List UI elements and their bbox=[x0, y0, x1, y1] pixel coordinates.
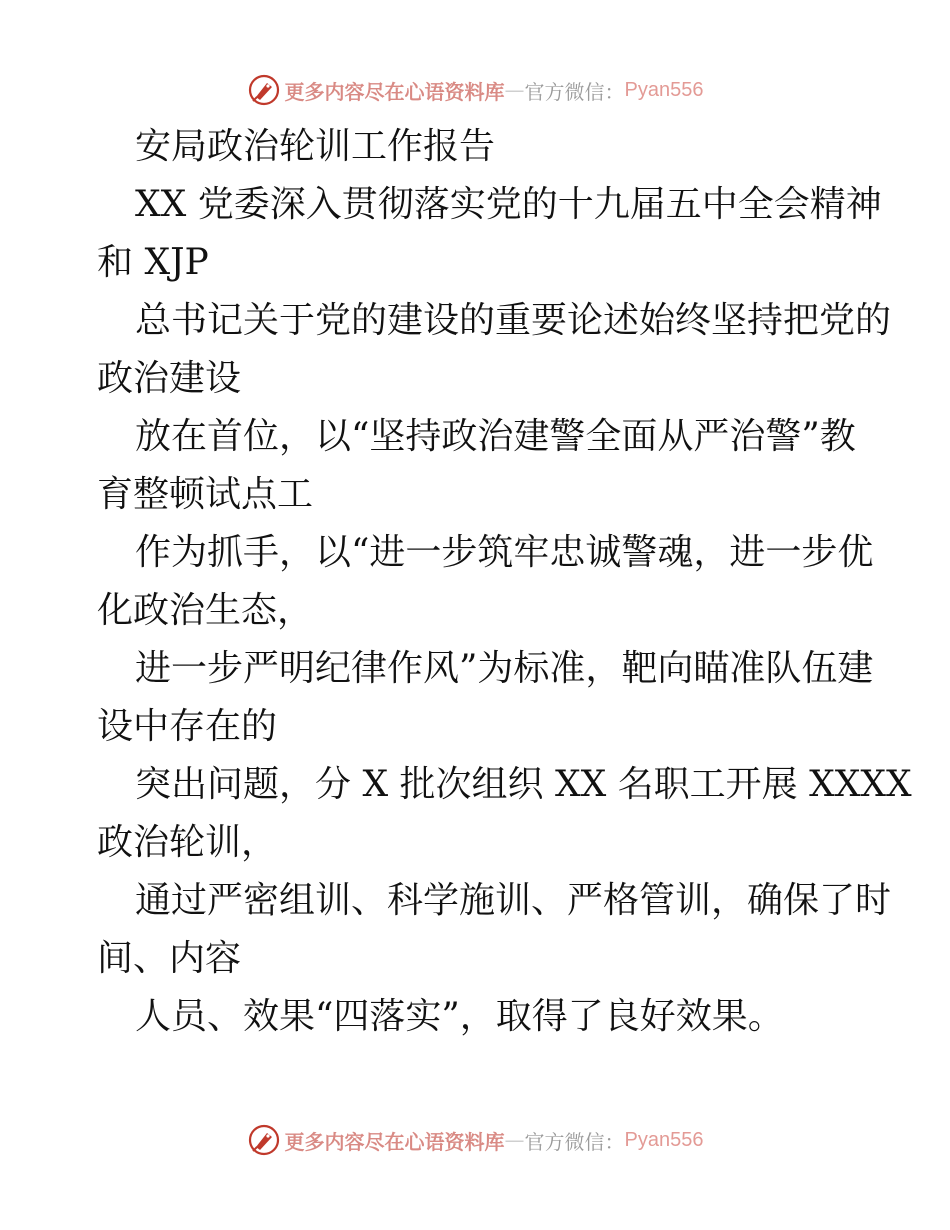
document-line: 育整顿试点工 bbox=[97, 474, 314, 515]
watermark-separator: — bbox=[504, 1128, 525, 1152]
document-line: 作为抓手，以“进一步筑牢忠诚警魂，进一步优 bbox=[135, 532, 874, 573]
footer-watermark bbox=[0, 1120, 950, 1160]
watermark-main-text: 更多内容尽在心语资料库 bbox=[284, 79, 505, 104]
document-line: 总书记关于党的建设的重要论述始终坚持把党的 bbox=[135, 300, 892, 341]
document-line: 人员、效果“四落实”，取得了良好效果。 bbox=[135, 996, 784, 1037]
pen-nib-logo-icon bbox=[247, 73, 281, 107]
watermark-separator: — bbox=[504, 78, 525, 102]
document-line: 和 XJP bbox=[97, 242, 209, 283]
document-line: 放在首位，以“坚持政治建警全面从严治警”教 bbox=[135, 416, 856, 457]
document-line: 政治轮训， bbox=[97, 822, 278, 863]
document-line: 突出问题，分 X 批次组织 XX 名职工开展 XXXX bbox=[135, 764, 912, 805]
watermark-contact-label: 官方微信： bbox=[524, 1129, 625, 1154]
document-line: 进一步严明纪律作风”为标准，靶向瞄准队伍建 bbox=[135, 648, 874, 689]
document-line: 通过严密组训、科学施训、严格管训，确保了时 bbox=[135, 880, 892, 921]
watermark-main-text: 更多内容尽在心语资料库 bbox=[284, 1129, 505, 1154]
document-body bbox=[97, 118, 912, 1046]
document-line: 间、内容 bbox=[97, 938, 242, 979]
document-line: 设中存在的 bbox=[97, 706, 278, 747]
watermark-contact-label: 官方微信： bbox=[524, 79, 625, 104]
document-line: 化政治生态， bbox=[97, 590, 314, 631]
document-line: 安局政治轮训工作报告 bbox=[135, 126, 496, 167]
pen-nib-logo-icon bbox=[247, 1123, 281, 1157]
watermark-contact-id: Pyan556 bbox=[624, 78, 704, 101]
document-line: 政治建设 bbox=[97, 358, 242, 399]
watermark-contact-id: Pyan556 bbox=[624, 1128, 704, 1151]
document-line: XX 党委深入贯彻落实党的十九届五中全会精神 bbox=[135, 184, 882, 225]
header-watermark bbox=[0, 70, 950, 110]
